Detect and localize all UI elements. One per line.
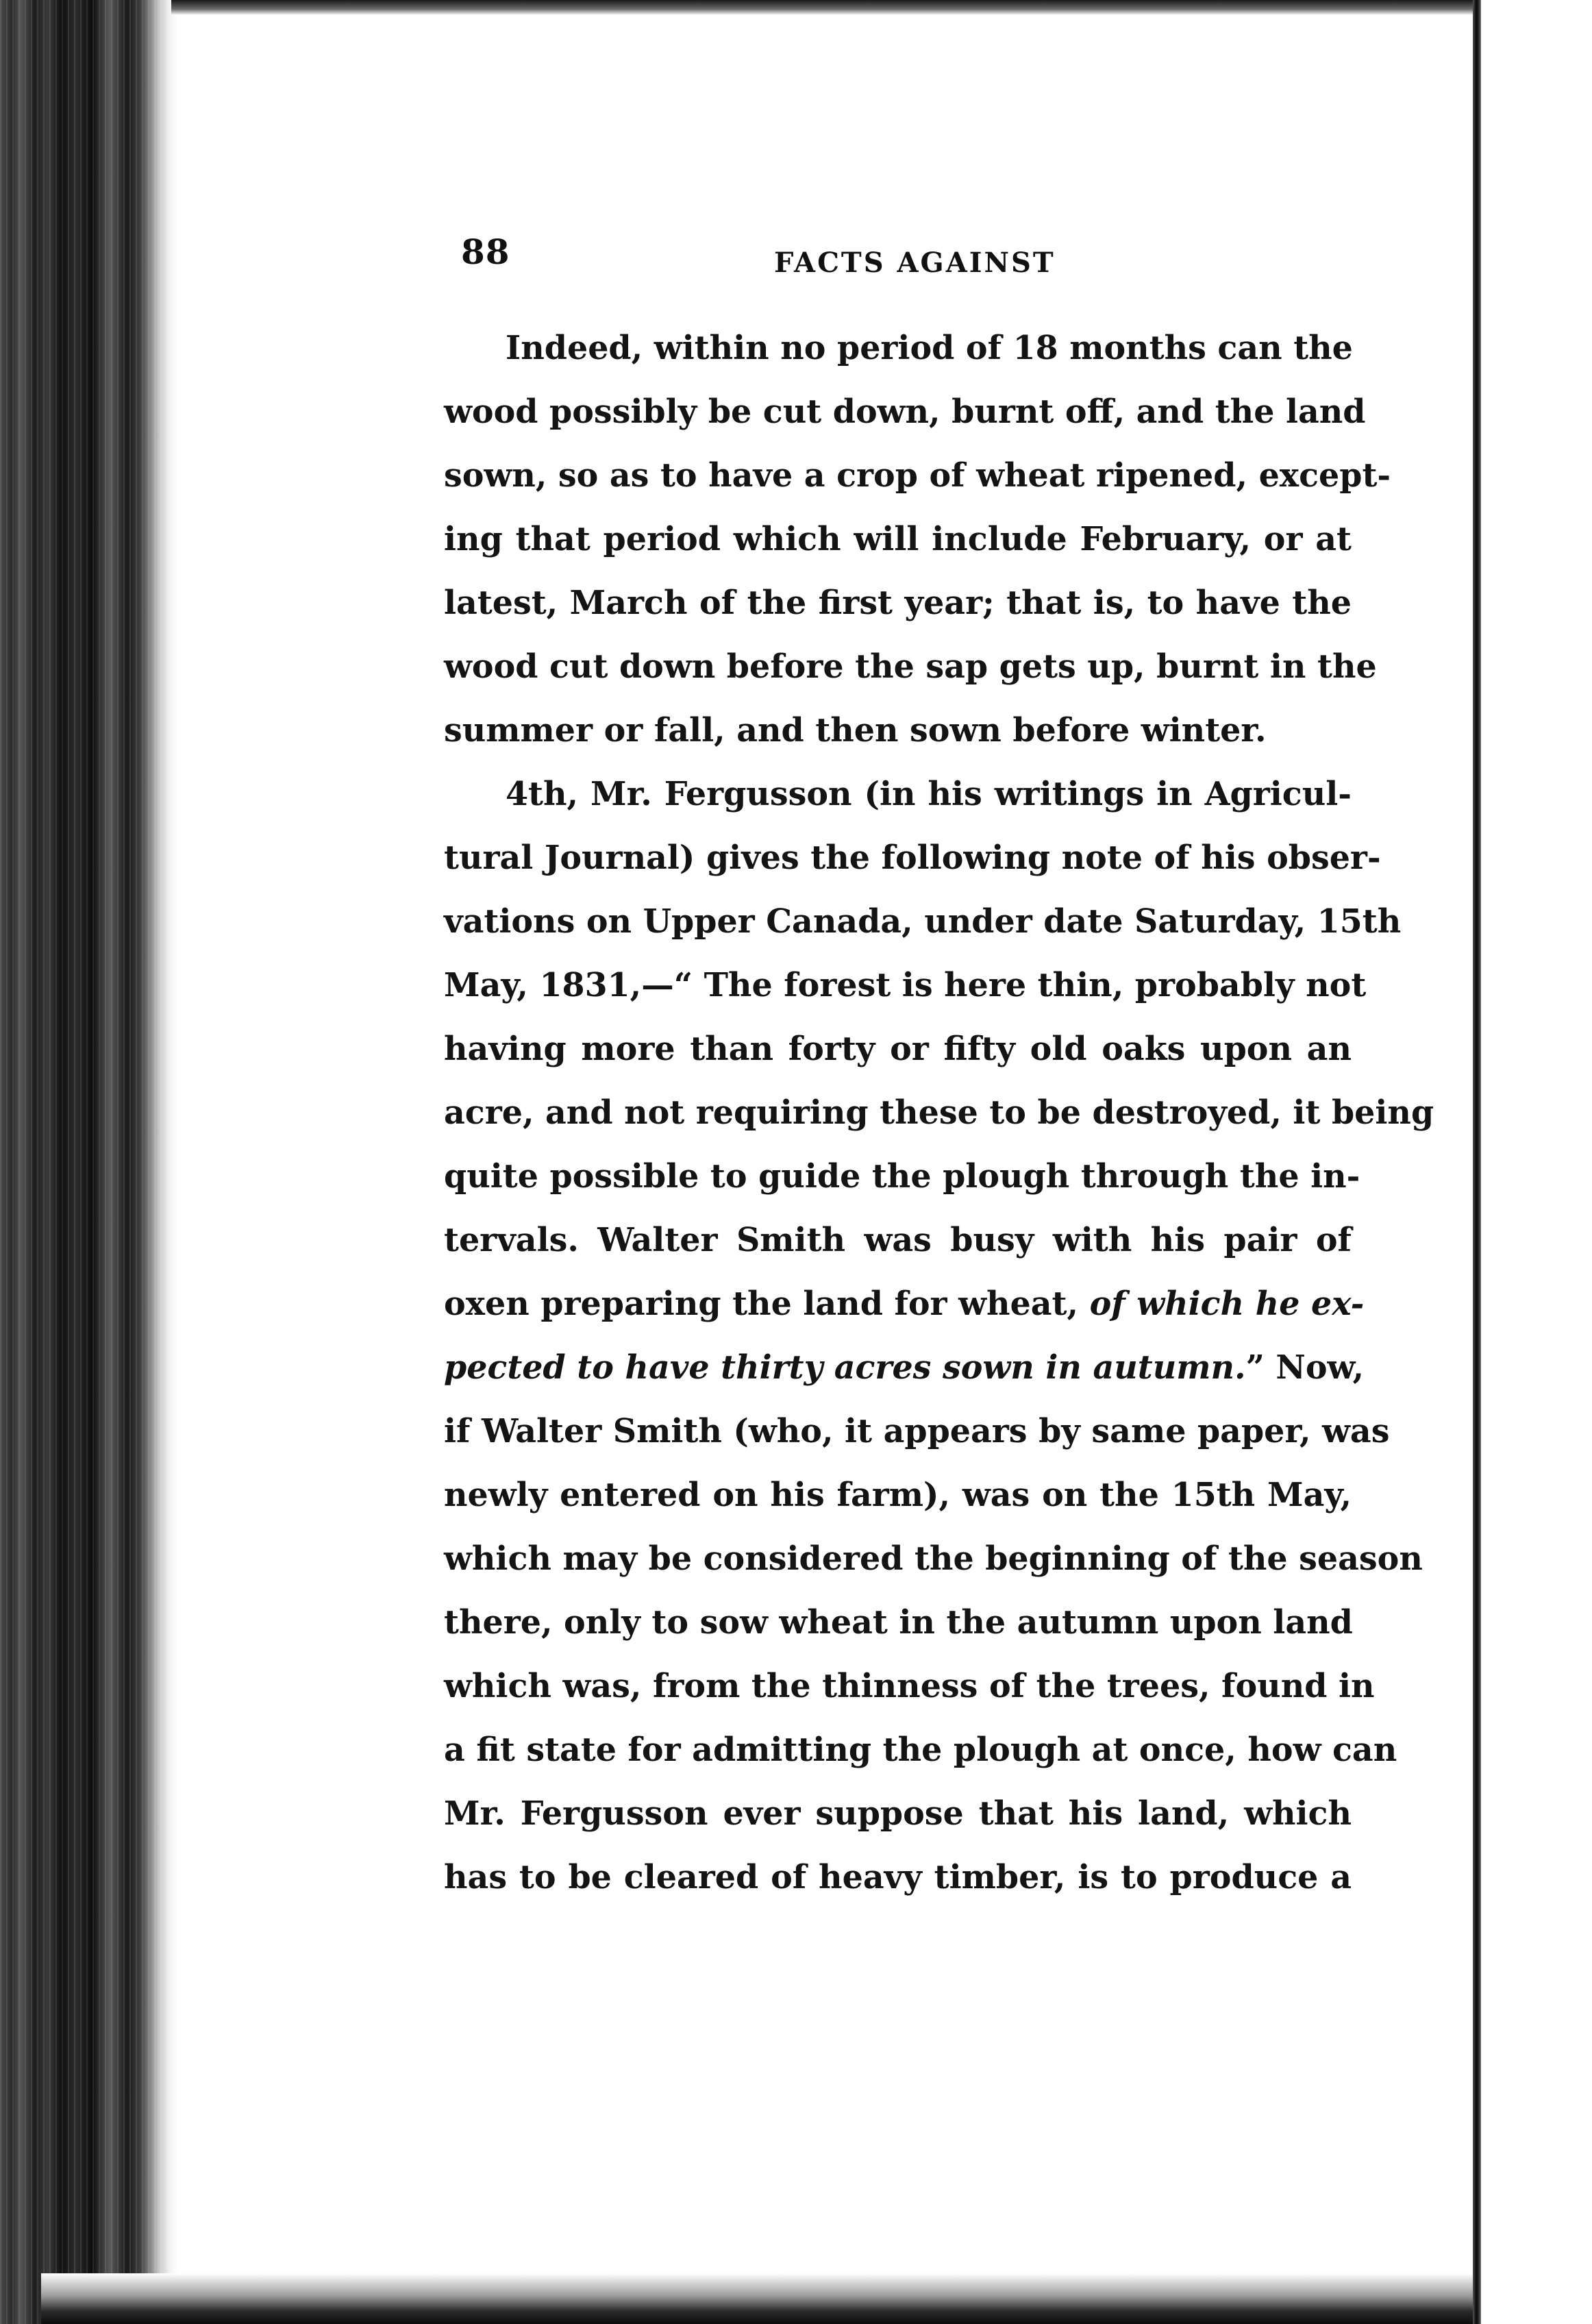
text-line: May, 1831,—“ The forest is here thin, probably not <box>444 966 1367 1004</box>
text-line: summer or fall, and then sown before winter. <box>444 711 1267 750</box>
italic-text: pected to have thirty acres sown in autumn. <box>444 1348 1246 1387</box>
text-line: there, only to sow wheat in the autumn upon land <box>444 1603 1353 1642</box>
text-line: newly entered on his farm), was on the 15th May, <box>444 1476 1352 1514</box>
text-line: wood cut down before the sap gets up, burnt in the <box>444 647 1377 686</box>
text-line: 4th, Mr. Fergusson (in his writings in Agricul- <box>506 775 1352 813</box>
running-head: FACTS AGAINST <box>774 247 1056 279</box>
gutter-shadow <box>1473 0 1481 2324</box>
text-line <box>444 1336 1365 1400</box>
text-line: which was, from the thinness of the trees, found in <box>444 1667 1375 1705</box>
text-line: ing that period which will include February, or at <box>444 520 1352 558</box>
text-line: having more than forty or fifty old oaks upon an <box>444 1030 1352 1068</box>
text-line <box>444 1272 1365 1336</box>
text-line: vations on Upper Canada, under date Saturday, 15th <box>444 902 1402 941</box>
page-number: 88 <box>461 232 510 272</box>
italic-text: of which he ex- <box>1089 1285 1365 1323</box>
facing-page-edge <box>1481 0 1592 2324</box>
body-text <box>444 317 1434 1909</box>
text-line: Mr. Fergusson ever suppose that his land, which <box>444 1794 1352 1833</box>
text-line: a fit state for admitting the plough at once, how can <box>444 1731 1397 1769</box>
bottom-page-shadow <box>41 2273 1507 2324</box>
text-line: tervals. Walter Smith was busy with his pair of <box>444 1221 1352 1259</box>
top-page-shadow <box>171 0 1487 15</box>
text-line: wood possibly be cut down, burnt off, and the land <box>444 393 1366 431</box>
roman-text: ” Now, <box>1245 1348 1365 1387</box>
text-line: quite possible to guide the plough through the in- <box>444 1157 1360 1196</box>
text-line: Indeed, within no period of 18 months can the <box>506 329 1353 367</box>
text-line: has to be cleared of heavy timber, is to produce a <box>444 1858 1352 1896</box>
text-line: tural Journal) gives the following note of his obser- <box>444 839 1381 877</box>
roman-text: oxen preparing the land for wheat, <box>444 1285 1090 1323</box>
text-line: latest, March of the first year; that is, to have the <box>444 584 1352 622</box>
text-line: acre, and not requiring these to be destroyed, it being <box>444 1093 1434 1132</box>
page-edge-stack <box>0 0 178 2324</box>
text-line: if Walter Smith (who, it appears by same paper, was <box>444 1412 1390 1450</box>
text-line: which may be considered the beginning of the season <box>444 1540 1423 1578</box>
text-line: sown, so as to have a crop of wheat ripened, except- <box>444 456 1391 495</box>
